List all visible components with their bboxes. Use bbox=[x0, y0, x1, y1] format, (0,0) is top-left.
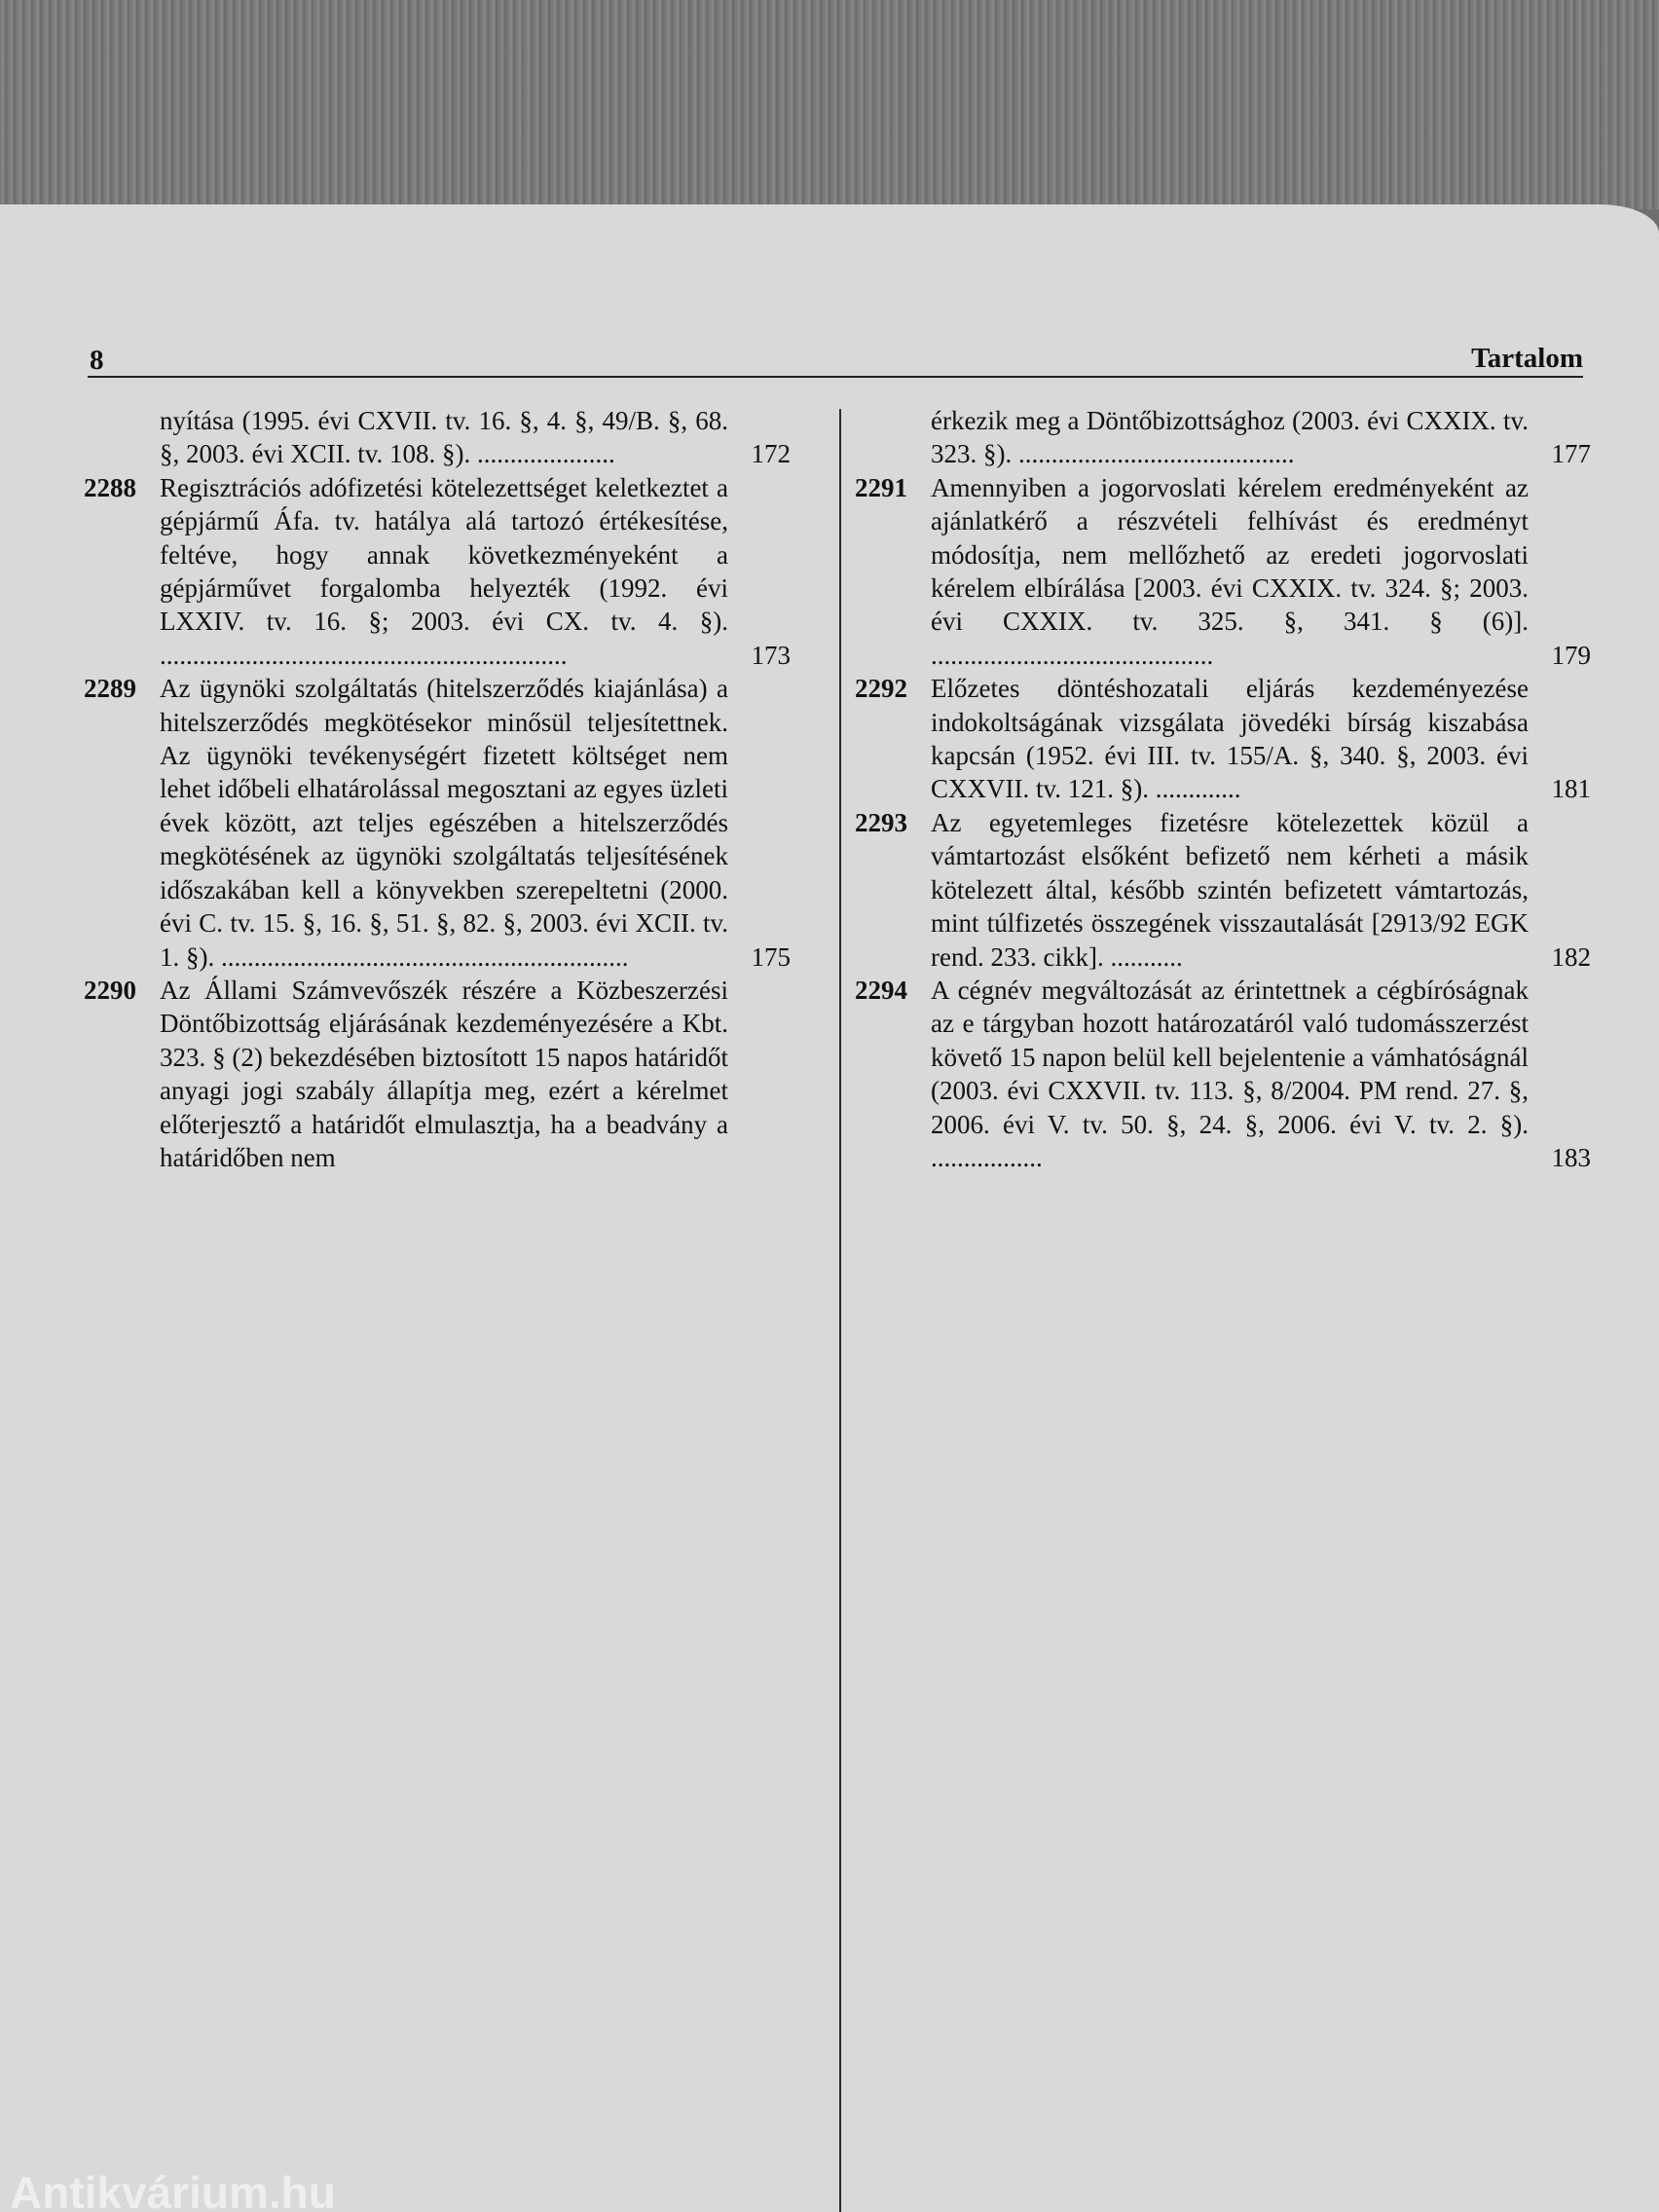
page-number: 8 bbox=[90, 345, 104, 376]
entry-page: 175 bbox=[751, 941, 791, 972]
toc-entry bbox=[84, 404, 791, 471]
entry-page: 173 bbox=[751, 640, 791, 670]
entry-number: 2294 bbox=[855, 975, 907, 1005]
toc-entry bbox=[855, 672, 1591, 806]
background-surface bbox=[0, 0, 1659, 209]
toc-entry bbox=[855, 404, 1591, 471]
entry-page: 177 bbox=[1551, 439, 1591, 469]
entry-text: Az egyetemleges fizetésre kötelezettek közül a vámtartozást elsőként befizető nem kérheti a másik kötelezett által, később szintén befizetett vámtartozás, mint túlfizetés összegének visszautalását [2913/92 EGK rend. 233. cikk]. ........... bbox=[931, 807, 1529, 972]
entry-page: 182 bbox=[1551, 941, 1591, 972]
book-page bbox=[0, 204, 1659, 2212]
toc-entry bbox=[855, 471, 1591, 672]
toc-entry bbox=[855, 806, 1591, 974]
column-divider bbox=[839, 409, 841, 2212]
entry-number: 2293 bbox=[855, 807, 907, 837]
entry-number: 2291 bbox=[855, 472, 907, 502]
entry-text: nyítása (1995. évi CXVII. tv. 16. §, 4. §, 49/B. §, 68. §, 2003. évi XCII. tv. 108. §). ..................... bbox=[160, 406, 728, 469]
entry-text: Regisztrációs adófizetési kötelezettséget keletkeztet a gépjármű Áfa. tv. hatálya alá tartozó értékesítése, feltéve, hogy annak következményeként a gépjárművet forgalomba helyezték (1992. évi LXXIV. tv. 16. §; 2003. évi CX. tv. 4. §). .............................................................. bbox=[160, 472, 728, 670]
toc-entry bbox=[855, 974, 1591, 1174]
running-head bbox=[88, 331, 1583, 378]
toc-entry bbox=[84, 672, 791, 974]
entry-text: Az Állami Számvevőszék részére a Közbeszerzési Döntőbizottság eljárásának kezdeményezésére a Kbt. 323. § (2) bekezdésében biztosított 15 napos határidőt anyagi jogi szabály állapítja meg, ezért a kérelmet előterjesztő a határidőt elmulasztja, ha a beadvány a határidőben nem bbox=[160, 975, 728, 1172]
entry-page: 172 bbox=[751, 439, 791, 469]
toc-entry bbox=[84, 974, 791, 1174]
watermark: Antikvárium.hu bbox=[10, 2173, 336, 2212]
entry-page: 179 bbox=[1551, 640, 1591, 670]
toc-entry bbox=[84, 471, 791, 672]
section-title: Tartalom bbox=[1471, 343, 1583, 374]
entry-page: 183 bbox=[1551, 1142, 1591, 1172]
left-column bbox=[84, 404, 791, 1174]
right-column bbox=[855, 404, 1591, 1174]
entry-number: 2292 bbox=[855, 674, 907, 704]
entry-number: 2289 bbox=[84, 674, 136, 704]
entry-number: 2288 bbox=[84, 472, 136, 502]
entry-text: Amennyiben a jogorvoslati kérelem eredményeként az ajánlatkérő a részvételi felhívást és eredményt módosítja, nem mellőzhető az eredeti jogorvoslati kérelem elbírálása [2003. évi CXXIX. tv. 324. §; 2003. évi CXXIX. tv. 325. §, 341. § (6)]. ........................................... bbox=[931, 472, 1529, 670]
entry-text: A cégnév megváltozását az érintettnek a cégbíróságnak az e tárgyban hozott határozatáról való tudomásszerzést követő 15 napon belül kell bejelentenie a vámhatóságnál (2003. évi CXXVII. tv. 113. §, 8/2004. PM rend. 27. §, 2006. évi V. tv. 50. §, 24. §, 2006. évi V. tv. 2. §). ................. bbox=[931, 975, 1529, 1172]
entry-text: érkezik meg a Döntőbizottsághoz (2003. évi CXXIX. tv. 323. §). .......................................... bbox=[931, 406, 1529, 469]
entry-text: Az ügynöki szolgáltatás (hitelszerződés kiajánlása) a hitelszerződés megkötésekor minősül teljesítettnek. Az ügynöki tevékenységért fizetett költséget nem lehet időbeli elhatárolással megosztani az egyes üzleti évek között, azt teljes egészében a hitelszerződés megkötésének az ügynöki szolgáltatás teljesítésének időszakában kell a könyvekben szerepeltetni (2000. évi C. tv. 15. §, 16. §, 51. §, 82. §, 2003. évi XCII. tv. 1. §). .............................................................. bbox=[160, 674, 728, 972]
entry-number: 2290 bbox=[84, 975, 136, 1005]
entry-text: Előzetes döntéshozatali eljárás kezdeményezése indokoltságának vizsgálata jövedéki bírság kiszabása kapcsán (1952. évi III. tv. 155/A. §, 340. §, 2003. évi CXXVII. tv. 121. §). ............. bbox=[931, 674, 1529, 804]
entry-page: 181 bbox=[1551, 774, 1591, 804]
